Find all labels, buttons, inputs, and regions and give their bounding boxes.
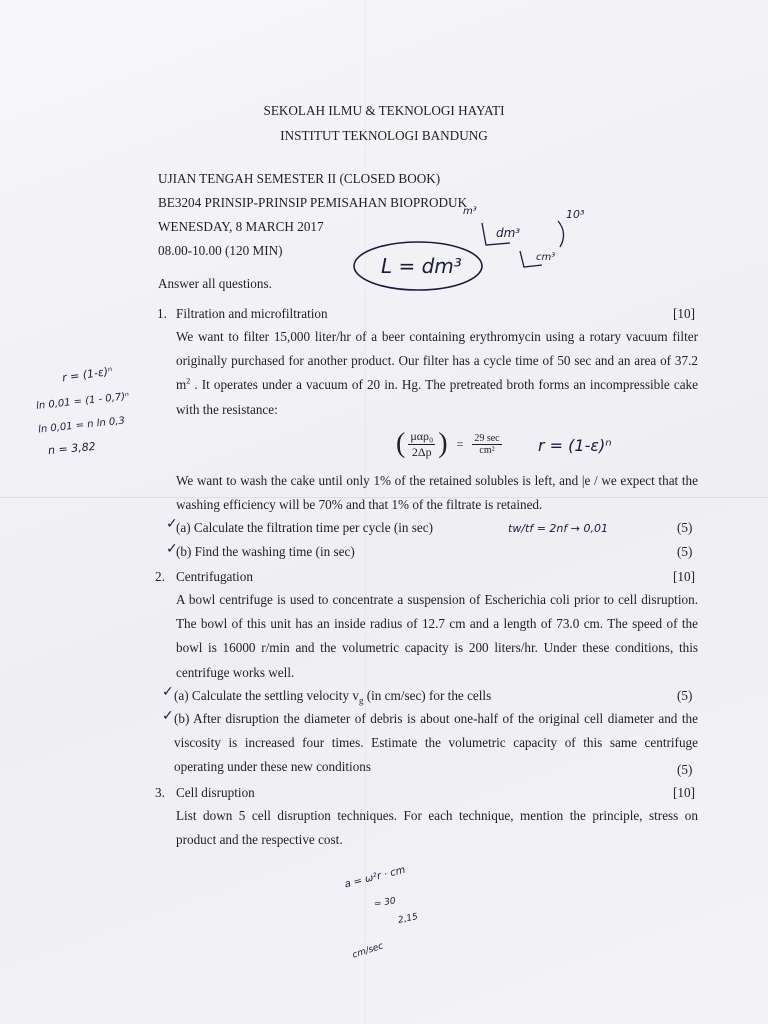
q2-number: 2. xyxy=(155,569,165,584)
q2-part-b: (b) After disruption the diameter of debris is about one-half of the original cell diameter and the viscosity is increased four times. Estimate the volumetric capacity of this same centrifuge operating under these new conditions xyxy=(174,711,698,775)
q1-part-b-points: (5) xyxy=(677,544,693,559)
q2-part-b-points: (5) xyxy=(677,762,693,777)
exam-date: WENESDAY, 8 MARCH 2017 xyxy=(158,219,324,234)
hand-n-value: n = 3,82 xyxy=(47,439,97,458)
check-mark-icon: ✓ xyxy=(162,684,174,700)
check-mark-icon: ✓ xyxy=(162,708,174,724)
hand-unit: cm/sec xyxy=(351,941,385,961)
hand-ln-line-2: ln 0,01 = n ln 0,3 xyxy=(37,415,126,436)
hand-a-equation-3: 2,15 xyxy=(397,912,419,926)
school-name: SEKOLAH ILMU & TEKNOLOGI HAYATI xyxy=(263,103,505,118)
q1-number: 1. xyxy=(157,306,167,321)
q2-body: A bowl centrifuge is used to concentrate a suspension of Escherichia coli prior to cell disruption. The bowl of this unit has an inside radius of 12.7 cm and a length of 73.0 cm. The speed of the bowl is 16000 r/min and the volumetric capacity is 200 liters/hr. Under these conditions, this centrifuge works well. xyxy=(176,592,698,680)
q1-body-2: We want to wash the cake until only 1% of the retained solubles is left, and |e / we expect that the washing efficiency will be 70% and that 1% of the filtrate is retained. xyxy=(176,473,698,513)
hand-ten3: 10³ xyxy=(566,208,585,221)
q2-points: [10] xyxy=(673,569,695,584)
hand-cm3: cm³ xyxy=(536,252,556,263)
exam-title: UJIAN TENGAH SEMESTER II (CLOSED BOOK) xyxy=(158,171,441,186)
q3-title: Cell disruption xyxy=(176,785,255,800)
hand-r-formula-right: r = (1-ε)ⁿ xyxy=(538,436,612,455)
instruction: Answer all questions. xyxy=(158,276,272,291)
hand-a-equation-2: = 30 xyxy=(373,896,397,910)
hand-ln-line: ln 0,01 = (1 - 0,7)ⁿ xyxy=(35,391,130,412)
hand-brackets xyxy=(480,215,570,275)
course-name: BE3204 PRINSIP-PRINSIP PEMISAHAN BIOPRODUK xyxy=(158,195,468,210)
institute-name: INSTITUT TEKNOLOGI BANDUNG xyxy=(280,128,488,143)
q1-formula: ( μαρ₀ 2Δp ) = 29 sec cm² xyxy=(396,428,500,459)
q1-part-a: (a) Calculate the filtration time per cycle (in sec) xyxy=(176,520,434,535)
q2-title: Centrifugation xyxy=(176,569,253,584)
check-mark-icon: ✓ xyxy=(166,516,178,532)
hand-tw-tf: tw/tf = 2nf → 0,01 xyxy=(508,522,608,535)
q3-number: 3. xyxy=(155,785,165,800)
q1-part-b: (b) Find the washing time (in sec) xyxy=(176,544,355,559)
q1-title: Filtration and microfiltration xyxy=(176,306,328,321)
hand-l-equals: L = dm³ xyxy=(381,254,462,278)
q2-part-a: (a) Calculate the settling velocity $v_g$ (in cm/sec) for the cells xyxy=(174,688,492,706)
hand-dm3: dm³ xyxy=(496,226,521,240)
q3-points: [10] xyxy=(673,785,695,800)
hand-m3: m³ xyxy=(463,206,477,217)
check-mark-icon: ✓ xyxy=(166,541,178,557)
hand-r-formula: r = (1-ε)ⁿ xyxy=(61,364,114,385)
exam-time: 08.00-10.00 (120 MIN) xyxy=(158,243,283,258)
q3-body: List down 5 cell disruption techniques. For each technique, mention the principle, stress on product and the respective cost. xyxy=(176,808,698,848)
q1-part-a-points: (5) xyxy=(677,520,693,535)
q1-body: We want to filter 15,000 liter/hr of a beer containing erythromycin using a rotary vacuum filter originally purchased for another product. Our filter has a cycle time of 50 sec and an area of 37.2 $m^2$ . It operates under a vacuum of 20 in. Hg. The pretreated broth forms an incompressible cake with the resistance: xyxy=(176,329,698,417)
q1-points: [10] xyxy=(673,306,695,321)
q2-part-a-points: (5) xyxy=(677,688,693,703)
hand-a-equation: a = ω²r · cm xyxy=(343,864,407,891)
